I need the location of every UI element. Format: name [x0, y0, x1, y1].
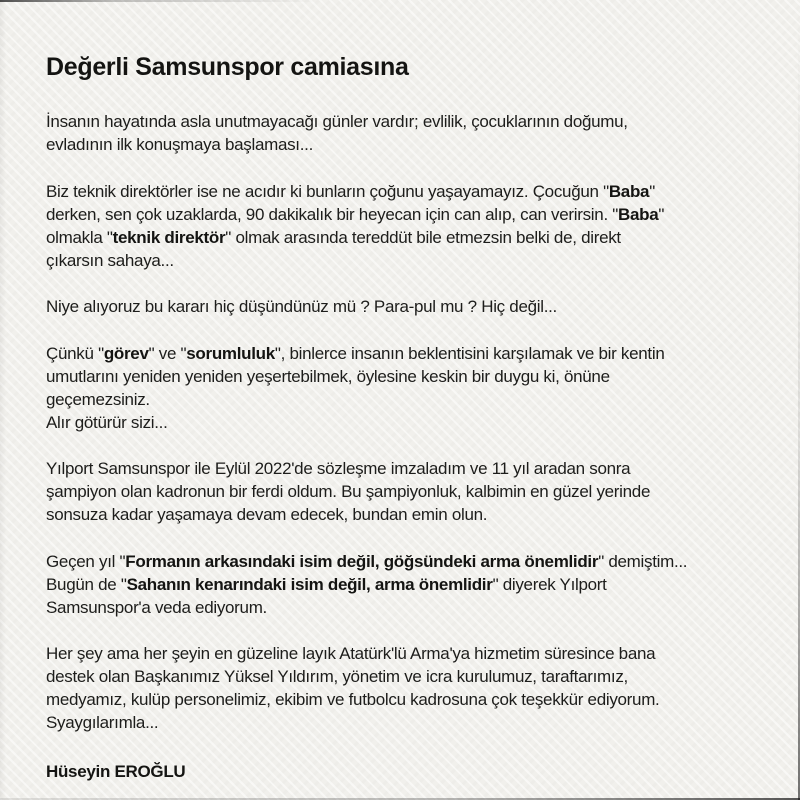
paragraph-farewell-quote: Geçen yıl "Formanın arkasındaki isim değil, göğsündeki arma önemlidir" demiştim... Bugün de "Sahanın kenarındaki isim değil, arma önemlidir" diyerek Yılport Samsunspor'a veda ediyorum. — [46, 551, 688, 617]
paragraph-why-question: Niye alıyoruz bu kararı hiç düşündünüz mü ? Para-pul mu ? Hiç değil... — [46, 297, 557, 316]
photo-edge-top — [0, 0, 800, 2]
paragraph-championship: Yılport Samsunspor ile Eylül 2022'de sözleşme imzaladım ve 11 yıl aradan sonra şampiyon olan kadronun bir ferdi oldum. Bu şampiyonluk, kalbimin en güzel yerinde sonsuza kadar yaşamaya devam edecek, bundan emin olun. — [46, 459, 651, 524]
letter-heading: Değerli Samsunspor camiasına — [46, 53, 409, 81]
paragraph-thanks: Her şey ama her şeyin en güzeline layık Atatürk'lü Arma'ya hizmetim süresince bana destek olan Başkanımız Yüksel Yıldırım, yönetim ve icra kurulumuz, taraftarımız, medyamız, kulüp personelimiz, ekibim ve futbolcu kadrosuna çok teşekkür ediyorum. Syaygılarımla... — [46, 644, 660, 732]
paragraph-unforgettable-days: İnsanın hayatında asla unutmayacağı günler vardır; evlilik, çocuklarının doğumu, evladının ilk konuşmaya başlaması... — [46, 112, 628, 154]
paragraph-coaches-sacrifice: Biz teknik direktörler ise ne acıdır ki bunların çoğunu yaşayamayız. Çocuğun "Baba" derken, sen çok uzaklarda, 90 dakikalık bir heyecan için can alıp, can verirsin. "Baba" olmakla "teknik direktör" olmak arasında tereddüt bile etmezsin belki de, direkt çıkarsın sahaya... — [46, 181, 665, 270]
paragraph-duty-responsibility: Çünkü "görev" ve "sorumluluk", binlerce insanın beklentisini karşılamak ve bir kentin umutlarını yeniden yeniden yeşertebilmek, öylesine keskin bir duygu ki, önüne geçemezsiniz. Alır götürür sizi... — [46, 343, 665, 432]
signature-name: Hüseyin EROĞLU — [46, 762, 186, 781]
photo-edge-left — [0, 0, 6, 800]
